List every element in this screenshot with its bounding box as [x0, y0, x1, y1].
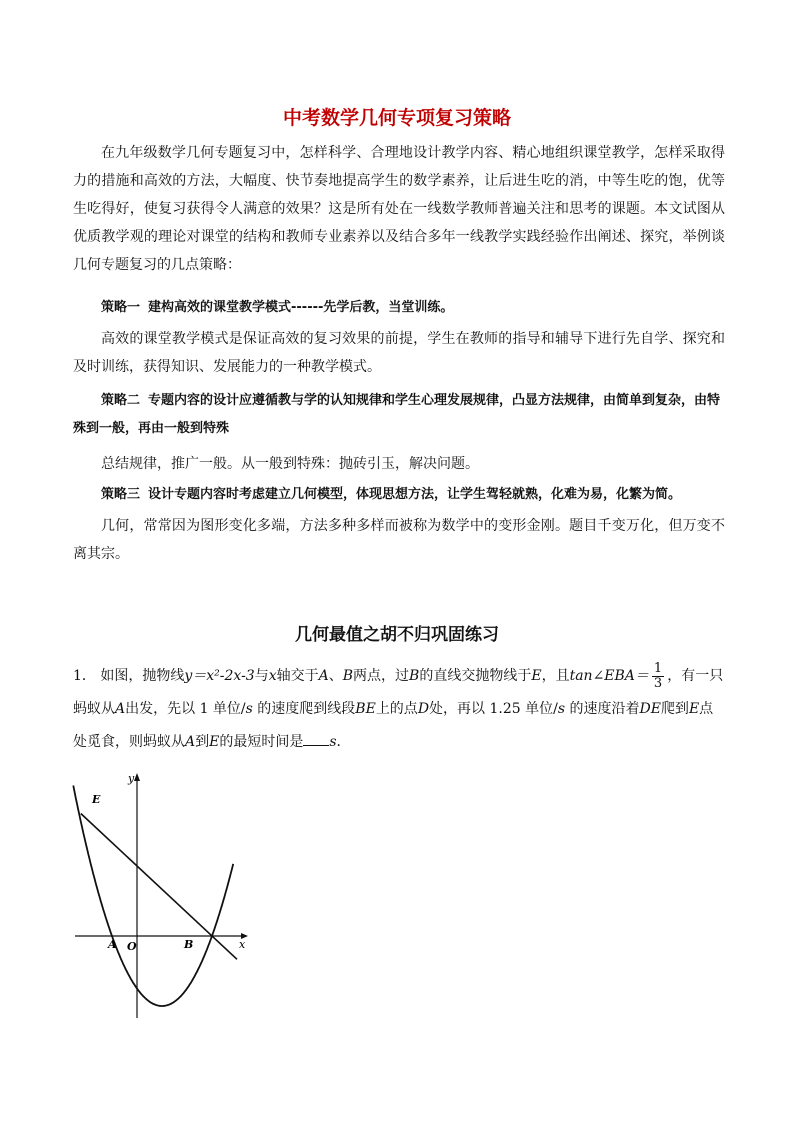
problem-text: 上的点: [375, 701, 418, 717]
line-be: [81, 814, 237, 960]
strategy-1-heading: [73, 294, 725, 322]
strategy-2-text: 专题内容的设计应遵循教与学的认知规律和学生心理发展规律，凸显方法规律，由简单到复杂，由特殊到一般，再由一般到特殊: [73, 393, 721, 436]
problem-text: 轴交于: [276, 668, 319, 684]
problem-text: 、: [328, 668, 343, 684]
point-b: B: [409, 668, 420, 684]
strategy-1-text: 建构高效的课堂教学模式------先学后教，当堂训练。: [148, 300, 454, 315]
var-x: x: [268, 668, 277, 684]
parabola-equation: y＝x²-2x-3: [184, 668, 255, 684]
strategy-2-body: 总结规律，推广一般。从一般到特殊：抛砖引玉，解决问题。: [101, 456, 479, 472]
fraction-numerator: 1: [653, 660, 663, 676]
problem-number: 1．: [73, 668, 96, 684]
problem-text: 爬到: [660, 701, 689, 717]
label-y: y: [128, 772, 135, 785]
strategy-3-heading: [73, 481, 725, 509]
problem-text: 如图，抛物线: [100, 668, 185, 684]
strategy-3-body: 几何，常常因为图形变化多端，方法多种多样而被称为数学中的变形金刚。题目千变万化，但万变不离其宗。: [73, 518, 725, 562]
label-e: E: [92, 793, 101, 806]
problem-text: ，有一只蚂蚁从: [73, 668, 724, 717]
problem-text: 的直线交抛物线于: [419, 668, 532, 684]
unit-s: s: [245, 701, 253, 717]
parabola-curve: [73, 786, 233, 1007]
point-d: D: [417, 701, 430, 717]
problem-text: 点处觅食，则蚂蚁从: [73, 701, 714, 750]
intro-paragraph: 在九年级数学几何专题复习中，怎样科学、合理地设计教学内容、精心地组织课堂教学，怎样采取得力的措施和高效的方法，大幅度、快节奏地提高学生的数学素养，让后进生吃的消，中等生吃的饱，优等生吃得好，使复习获得令人满意的效果？这是所有处在一线数学教师普遍关注和思考的课题。本文试图从优质教学观的理论对课堂的结构和教师专业素养以及结合多年一线教学实践经验作出阐述、探究，举例谈几何专题复习的几点策略：: [73, 145, 725, 273]
fraction-one-third: [652, 662, 664, 691]
label-o: O: [127, 940, 137, 953]
point-e: E: [531, 668, 542, 684]
label-b: B: [184, 938, 194, 951]
problem-text: ，且: [541, 668, 570, 684]
label-x: x: [239, 938, 246, 951]
strategy-1-body: 高效的课堂教学模式是保证高效的复习效果的前提，学生在教师的指导和辅导下进行先自学、探究和及时训练，获得知识、发展能力的一种教学模式。: [73, 331, 725, 375]
point-a: A: [318, 668, 329, 684]
problem-text: 处，再以 1.25 单位/: [429, 701, 558, 717]
segment-be: BE: [355, 701, 376, 717]
problem-text: ．: [336, 734, 351, 750]
strategy-3-label: 策略三: [101, 487, 141, 502]
tan-expression: tan∠EBA＝: [569, 668, 649, 684]
problem-text: 出发，先以 1 单位/: [125, 701, 246, 717]
problem-text: 到: [195, 734, 210, 750]
y-axis-arrow: [134, 773, 140, 781]
segment-de: DE: [639, 701, 661, 717]
unit-s: s: [329, 734, 337, 750]
point-e: E: [209, 734, 220, 750]
strategy-2-heading: [73, 387, 725, 443]
problem-text: 的最短时间是: [219, 734, 304, 750]
point-a: A: [185, 734, 196, 750]
fraction-denominator: 3: [653, 675, 663, 691]
strategy-3-text: 设计专题内容时考虑建立几何模型，体现思想方法，让学生驾轻就熟，化难为易，化繁为简。: [148, 487, 682, 502]
problem-text: 与: [254, 668, 269, 684]
parabola-figure: [70, 770, 260, 1020]
label-a: A: [108, 938, 117, 951]
strategy-1-label: 策略一: [101, 300, 141, 315]
problem-text: 的速度沿着: [565, 701, 640, 717]
point-a: A: [115, 701, 126, 717]
exercise-problem-1: [73, 660, 725, 759]
problem-text: 的速度爬到线段: [252, 701, 356, 717]
strategy-2-label: 策略二: [101, 393, 141, 408]
point-e: E: [688, 701, 700, 717]
unit-s: s: [557, 701, 566, 717]
exercise-section-title: 几何最值之胡不归巩固练习: [295, 625, 499, 645]
point-b: B: [342, 668, 354, 684]
problem-text: 两点，过: [353, 668, 410, 684]
page-title: 中考数学几何专项复习策略: [282, 107, 511, 129]
answer-blank: [303, 731, 329, 746]
